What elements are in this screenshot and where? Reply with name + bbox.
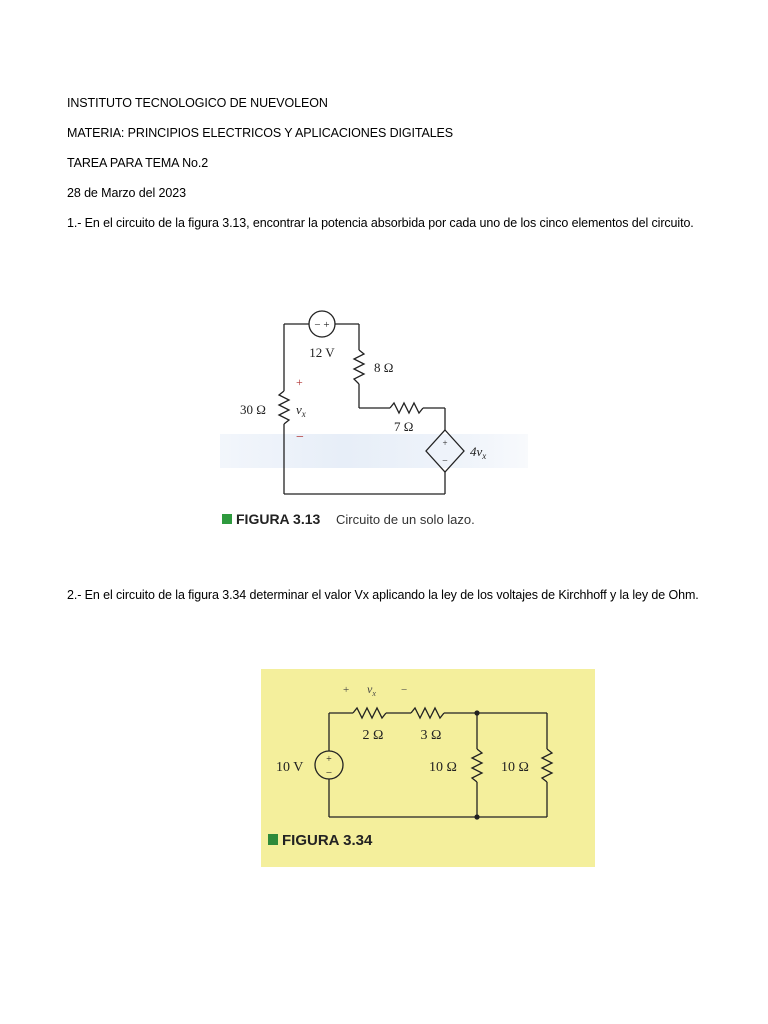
vx-label: $v_x$ bbox=[367, 682, 376, 698]
dep-plus: + bbox=[442, 438, 448, 448]
vx-minus: − bbox=[296, 430, 304, 445]
source-minus: − bbox=[325, 767, 333, 779]
institution-line: INSTITUTO TECNOLOGICO DE NUEVOLEON bbox=[67, 96, 328, 110]
vx-minus: − bbox=[401, 684, 408, 696]
junction-top bbox=[474, 710, 479, 715]
dep-minus: − bbox=[442, 456, 448, 467]
label-8ohm: 8 Ω bbox=[374, 360, 394, 375]
dep-source-label: $4v_x$ bbox=[470, 444, 487, 461]
label-2ohm: 2 Ω bbox=[362, 728, 384, 743]
date-line: 28 de Marzo del 2023 bbox=[67, 186, 186, 200]
subject-line: MATERIA: PRINCIPIOS ELECTRICOS Y APLICACIONES DIGITALES bbox=[67, 126, 454, 140]
label-12v: 12 V bbox=[309, 345, 335, 360]
label-3ohm: 3 Ω bbox=[420, 728, 442, 743]
figure-3-13-caption: Circuito de un solo lazo. bbox=[336, 512, 475, 527]
vx-label: $v_x$ bbox=[296, 402, 306, 419]
figure-3-34-label: FIGURA 3.34 bbox=[282, 832, 373, 849]
figure-3-34 bbox=[261, 669, 595, 867]
figure-3-13 bbox=[212, 258, 534, 560]
vx-plus: + bbox=[296, 375, 303, 389]
figure-3-13-label: FIGURA 3.13 bbox=[236, 511, 321, 527]
junction-bottom bbox=[474, 814, 479, 819]
caption-marker bbox=[222, 514, 232, 524]
assignment-line: TAREA PARA TEMA No.2 bbox=[67, 156, 209, 170]
label-30ohm: 30 Ω bbox=[240, 402, 266, 417]
vx-plus: + bbox=[343, 684, 350, 696]
label-10ohm-a: 10 Ω bbox=[429, 760, 457, 775]
caption-marker bbox=[268, 834, 278, 845]
source-plus: + bbox=[326, 754, 332, 765]
label-10ohm-b: 10 Ω bbox=[501, 760, 529, 775]
question-2: 2.- En el circuito de la figura 3.34 determinar el valor Vx aplicando la ley de los voltajes de Kirchhoff y la ley de Ohm. bbox=[67, 588, 699, 602]
source-signs bbox=[314, 319, 329, 331]
label-10v: 10 V bbox=[276, 760, 304, 775]
source-polarity: − + bbox=[314, 319, 330, 331]
question-1: 1.- En el circuito de la figura 3.13, encontrar la potencia absorbida por cada uno de los cinco elementos del circuito. bbox=[67, 216, 694, 230]
label-7ohm: 7 Ω bbox=[394, 419, 414, 434]
